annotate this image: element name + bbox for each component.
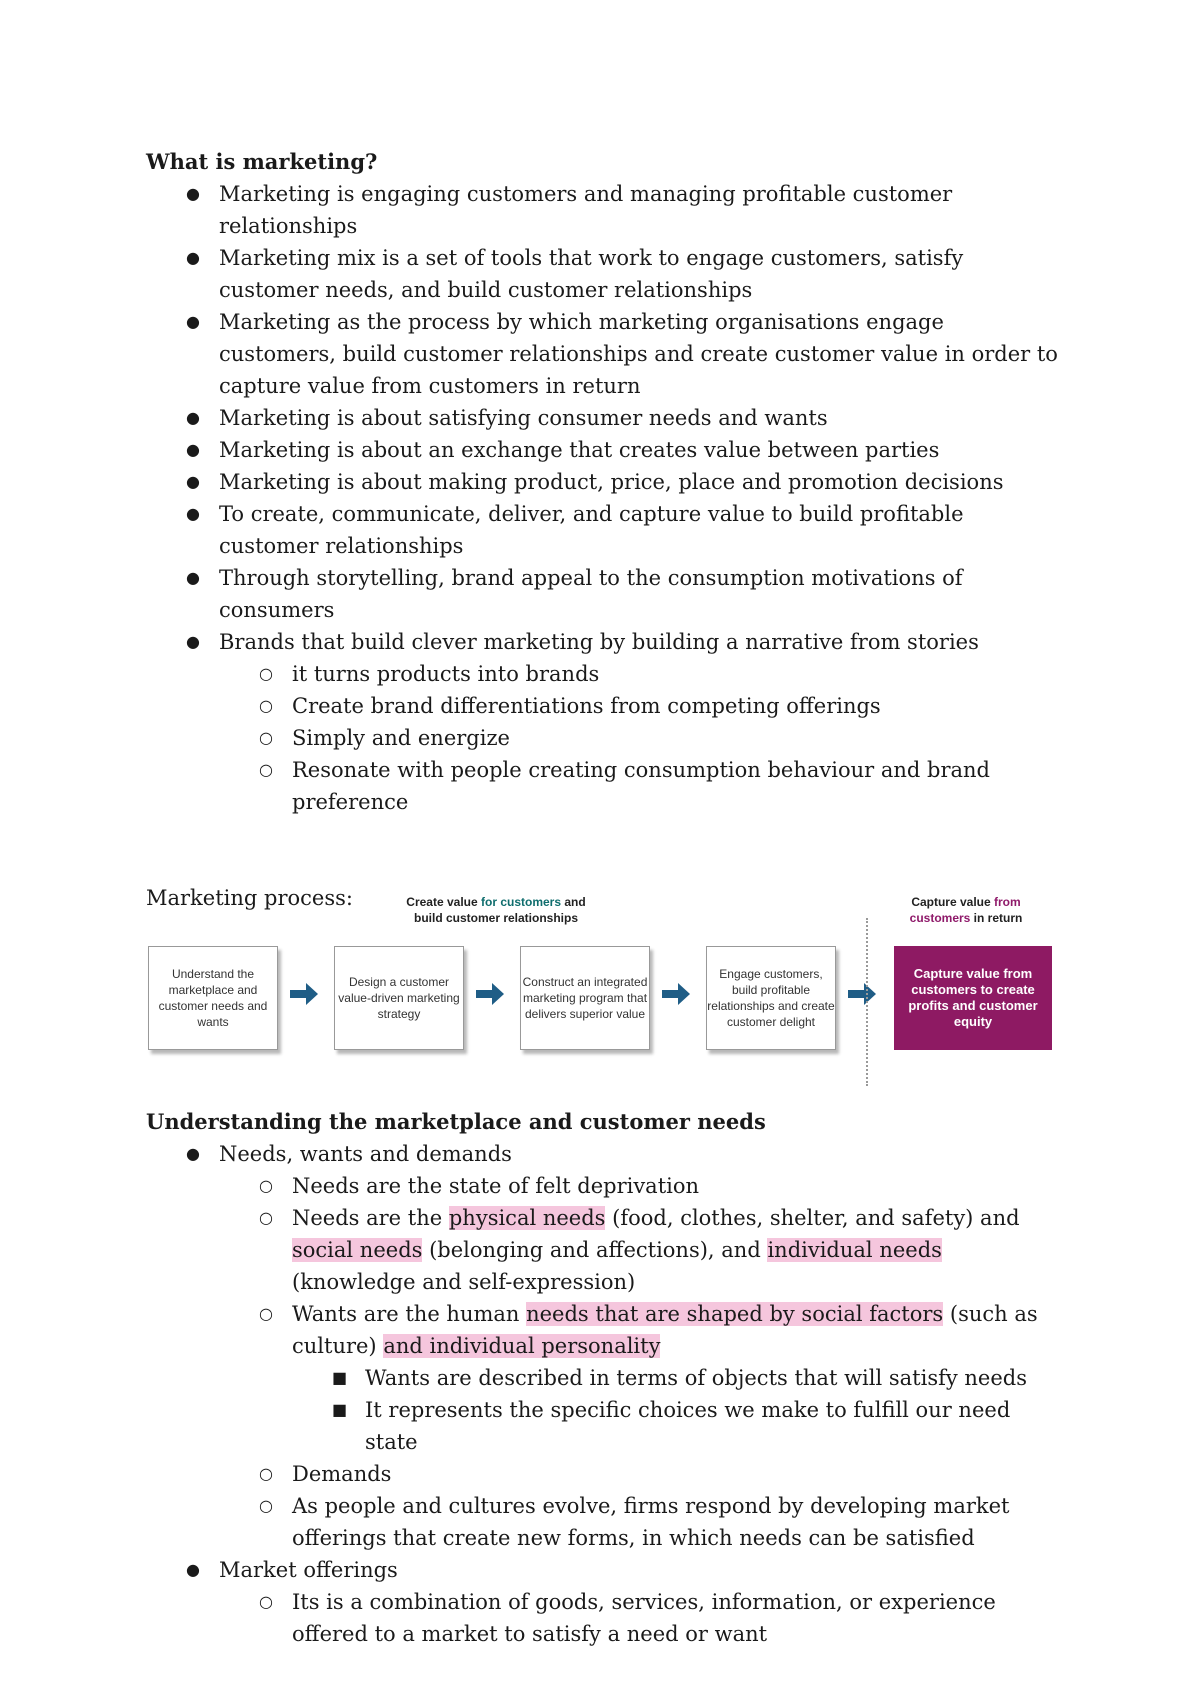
list-item: ● Marketing mix is a set of tools that work to engage customers, satisfy customer needs, and build customer relationships [146,242,1066,306]
arrow-right-icon [288,980,320,1008]
bullet-circle: ○ [259,1208,273,1227]
market-offerings-sublist [219,1586,1066,1650]
marketing-process-label: Marketing process: [146,886,353,910]
arrow-right-icon [474,980,506,1008]
bullet-square: ■ [332,1400,348,1419]
sub-list-item: ○ Simply and energize [219,722,1066,754]
bullet-dot: ● [186,184,200,203]
list-item: ● Needs, wants and demands ○ Needs are the state of felt deprivation ○ Needs are the physical needs (food, clothes, shelter, and safety) and social needs (belonging and affections), and individual needs (knowledge and self-expression) ○ Wants are the human needs that are shaped by social factors (such as culture) and individual personality ■ Wants are described in terms of objects that will satisfy needs ■ It represents the specific choices we make to fulfill our need state ○ Demands ○ As people and cultures evolve, firms respond by developing market offerings that create new forms, in which needs can be satisfied [146,1138,1066,1554]
highlight: and individual personality [383,1334,661,1358]
bullet-square: ■ [332,1368,348,1387]
create-value-header: Create value for customers and build customer relationships [406,895,586,925]
bullet-circle: ○ [259,760,273,779]
sub-sub-list-item: ■ It represents the specific choices we make to fulfill our need state [292,1394,1066,1458]
sub-list-item: ○ Its is a combination of goods, services, information, or experience offered to a market to satisfy a need or want [219,1586,1066,1650]
heading-what-is-marketing: What is marketing? [146,149,378,174]
sub-list-item: ○ Needs are the physical needs (food, clothes, shelter, and safety) and social needs (belonging and affections), and individual needs (knowledge and self-expression) [219,1202,1066,1298]
list-item: ● Brands that build clever marketing by building a narrative from stories ○ it turns products into brands ○ Create brand differentiations from competing offerings ○ Simply and energize ○ Resonate with people creating consumption behaviour and brand preference [146,626,1066,818]
bullet-dot: ● [186,312,200,331]
list-item: ● Market offerings ○ Its is a combination of goods, services, information, or experience offered to a market to satisfy a need or want [146,1554,1066,1650]
step-capture-value: Capture value from customers to create profits and customer equity [894,946,1052,1050]
step-design-strategy: Design a customer value-driven marketing strategy [334,946,464,1050]
sub-list-item: ○ As people and cultures evolve, firms respond by developing market offerings that create new forms, in which needs can be satisfied [219,1490,1066,1554]
marketing-definitions-list [146,178,1066,818]
capture-value-header: Capture value from customers in return [909,895,1023,925]
marketplace-list [146,1138,1066,1650]
bullet-circle: ○ [259,696,273,715]
highlight: social needs [292,1238,423,1262]
bullet-dot: ● [186,440,200,459]
bullet-dot: ● [186,248,200,267]
arrow-right-icon [660,980,692,1008]
bullet-dot: ● [186,472,200,491]
wants-sublist [292,1362,1066,1458]
sub-list-item: ○ Needs are the state of felt deprivation [219,1170,1066,1202]
step-engage-customers: Engage customers, build profitable relationships and create customer delight [706,946,836,1050]
step-understand-marketplace: Understand the marketplace and customer needs and wants [148,946,278,1050]
highlight: physical needs [448,1206,606,1230]
list-item: ● To create, communicate, deliver, and capture value to build profitable customer relationships [146,498,1066,562]
divider-dotted [866,918,868,1086]
marketing-process-diagram [146,892,1066,1088]
list-item: ● Marketing is about making product, price, place and promotion decisions [146,466,1066,498]
needs-wants-sublist [219,1170,1066,1554]
highlight: needs that are shaped by social factors [526,1302,944,1326]
storytelling-sublist [219,658,1066,818]
list-item: ● Through storytelling, brand appeal to the consumption motivations of consumers [146,562,1066,626]
bullet-circle: ○ [259,1592,273,1611]
bullet-dot: ● [186,1144,200,1163]
bullet-circle: ○ [259,728,273,747]
bullet-dot: ● [186,1560,200,1579]
sub-sub-list-item: ■ Wants are described in terms of objects that will satisfy needs [292,1362,1066,1394]
bullet-dot: ● [186,632,200,651]
list-item: ● Marketing is about an exchange that creates value between parties [146,434,1066,466]
bullet-circle: ○ [259,1304,273,1323]
bullet-dot: ● [186,504,200,523]
bullet-dot: ● [186,568,200,587]
sub-list-item: ○ Resonate with people creating consumption behaviour and brand preference [219,754,1066,818]
sub-list-item: ○ Create brand differentiations from competing offerings [219,690,1066,722]
bullet-circle: ○ [259,664,273,683]
bullet-circle: ○ [259,1496,273,1515]
heading-understanding-marketplace: Understanding the marketplace and customer needs [146,1109,766,1134]
sub-list-item: ○ it turns products into brands [219,658,1066,690]
list-item: ● Marketing is engaging customers and managing profitable customer relationships [146,178,1066,242]
highlight: individual needs [767,1238,942,1262]
bullet-dot: ● [186,408,200,427]
bullet-circle: ○ [259,1176,273,1195]
sub-list-item: ○ Demands [219,1458,1066,1490]
step-construct-program: Construct an integrated marketing program that delivers superior value [520,946,650,1050]
sub-list-item: ○ Wants are the human needs that are shaped by social factors (such as culture) and individual personality ■ Wants are described in terms of objects that will satisfy needs ■ It represents the specific choices we make to fulfill our need state [219,1298,1066,1458]
document-body [146,146,1066,1650]
list-item: ● Marketing as the process by which marketing organisations engage customers, build customer relationships and create customer value in order to capture value from customers in return [146,306,1066,402]
bullet-circle: ○ [259,1464,273,1483]
list-item: ● Marketing is about satisfying consumer needs and wants [146,402,1066,434]
arrow-right-icon [846,980,878,1008]
